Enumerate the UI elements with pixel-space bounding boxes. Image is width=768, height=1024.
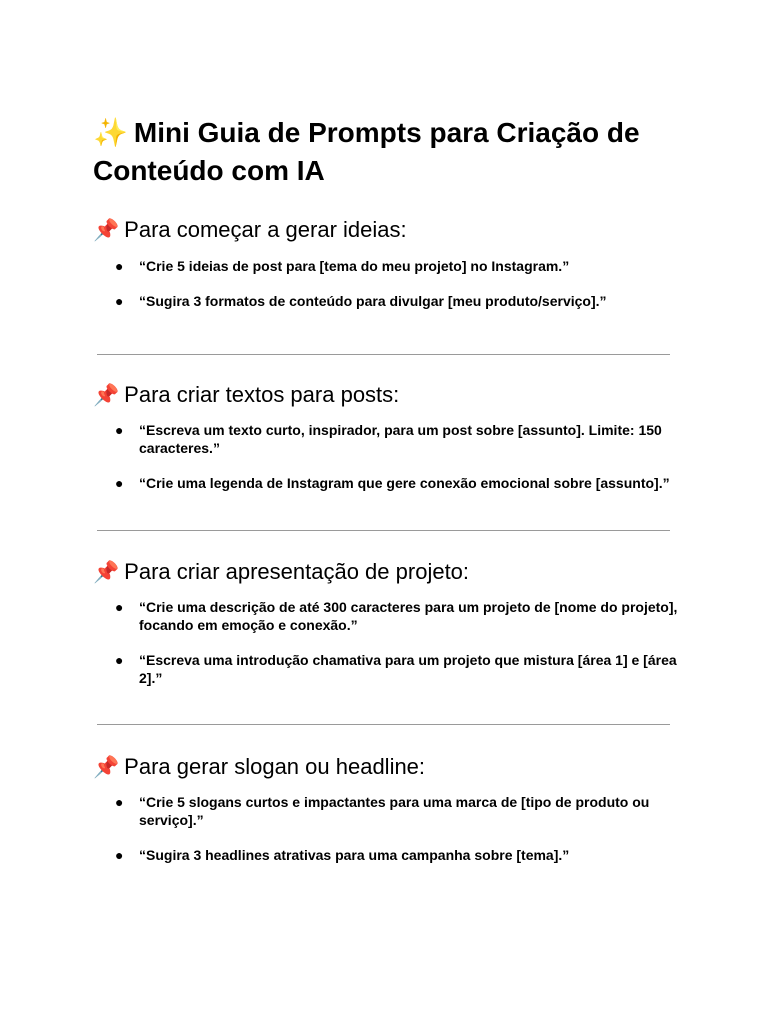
prompt-list — [93, 598, 768, 687]
section-heading — [93, 217, 768, 244]
bullet: ● — [115, 422, 124, 438]
section-heading — [93, 754, 768, 781]
prompt-item — [93, 474, 679, 492]
prompt-item — [93, 257, 679, 275]
section-divider — [97, 530, 670, 531]
bullet: ● — [115, 475, 124, 491]
prompt-text: “Crie 5 slogans curtos e impactantes para uma marca de [tipo de produto ou serviço].” — [139, 794, 650, 828]
prompt-item — [93, 598, 679, 634]
bullet: ● — [115, 652, 124, 668]
bullet: ● — [115, 847, 124, 863]
section-divider — [97, 354, 670, 355]
bullet: ● — [115, 293, 124, 309]
prompt-text: “Sugira 3 headlines atrativas para uma campanha sobre [tema].” — [139, 847, 570, 863]
pin-icon: 📌 — [93, 561, 120, 584]
section-slogan — [93, 754, 768, 864]
bullet: ● — [115, 258, 124, 274]
prompt-list — [93, 421, 768, 492]
prompt-item — [93, 292, 679, 310]
prompt-text: “Crie uma descrição de até 300 caracteres para um projeto de [nome do projeto], focando em emoção e conexão.” — [139, 599, 678, 633]
prompt-item — [93, 793, 679, 829]
prompt-text: “Crie 5 ideias de post para [tema do meu projeto] no Instagram.” — [139, 258, 570, 274]
section-heading — [93, 559, 768, 586]
section-heading-text: Para gerar slogan ou headline: — [124, 754, 426, 779]
prompt-text: “Escreva um texto curto, inspirador, para um post sobre [assunto]. Limite: 150 caracteres.” — [139, 422, 662, 456]
prompt-text: “Escreva uma introdução chamativa para um projeto que mistura [área 1] e [área 2].” — [139, 652, 677, 686]
prompt-item — [93, 651, 679, 687]
section-ideas — [93, 217, 768, 310]
prompt-list — [93, 793, 768, 864]
section-heading-text: Para criar apresentação de projeto: — [124, 559, 470, 584]
bullet: ● — [115, 794, 124, 810]
page-title-text: Mini Guia de Prompts para Criação de Conteúdo com IA — [93, 117, 640, 186]
section-heading — [93, 382, 768, 409]
section-heading-text: Para começar a gerar ideias: — [124, 217, 407, 242]
prompt-item — [93, 846, 679, 864]
section-heading-text: Para criar textos para posts: — [124, 382, 400, 407]
section-project — [93, 559, 768, 687]
prompt-text: “Crie uma legenda de Instagram que gere conexão emocional sobre [assunto].” — [139, 475, 670, 491]
sparkles-icon: ✨ — [93, 117, 128, 148]
pin-icon: 📌 — [93, 756, 120, 779]
section-divider — [97, 724, 670, 725]
bullet: ● — [115, 599, 124, 615]
pin-icon: 📌 — [93, 219, 120, 242]
prompt-list — [93, 257, 768, 310]
prompt-item — [93, 421, 679, 457]
prompt-text: “Sugira 3 formatos de conteúdo para divulgar [meu produto/serviço].” — [139, 293, 607, 309]
section-posts — [93, 382, 768, 492]
page-title — [93, 114, 693, 190]
pin-icon: 📌 — [93, 384, 120, 407]
